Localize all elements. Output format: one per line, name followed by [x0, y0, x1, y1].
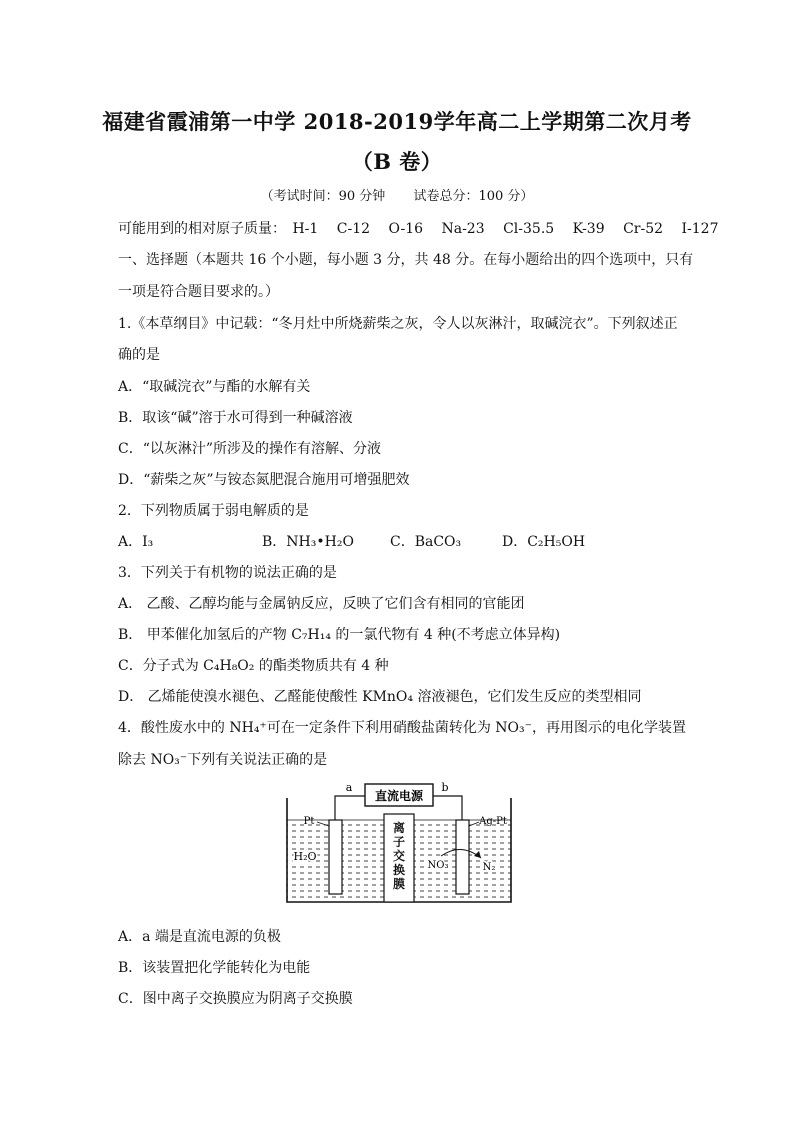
- q1-stem-cont: 确的是: [118, 347, 160, 363]
- section-heading-cont: 一项是符合题目要求的。）: [118, 284, 279, 300]
- water-label: H₂O: [293, 850, 317, 863]
- terminal-a-label: a: [345, 781, 353, 794]
- section-heading: 一、选择题（本题共 16 个小题，每小题 3 分，共 48 分。在每小题给出的四个选项中，只有: [118, 252, 694, 268]
- pt-label: Pt: [303, 816, 315, 827]
- nitrate-label: NO₃: [427, 860, 449, 871]
- q2-option-d: D．C₂H₅OH: [502, 534, 586, 550]
- wire-b: [433, 796, 462, 820]
- q3-option-d: D． 乙烯能使溴水褪色、乙醛能使酸性 KMnO₄ 溶液褪色，它们发生反应的类型相同: [118, 689, 642, 705]
- exam-title: 福建省霞浦第一中学 2018-2019学年高二上学期第二次月考: [102, 109, 692, 134]
- q1-option-c: C．“以灰淋汁”所涉及的操作有溶解、分液: [118, 441, 382, 457]
- atomic-mass-item: Cl-35.5: [503, 221, 555, 237]
- atomic-mass-item: I-127: [681, 221, 719, 237]
- power-supply-label: 直流电源: [374, 789, 424, 803]
- atomic-mass-item: H-1: [292, 221, 319, 237]
- q1-option-d: D．“薪柴之灰”与铵态氮肥混合施用可增强肥效: [118, 472, 410, 488]
- q3-option-c: C．分子式为 C₄H₈O₂ 的酯类物质共有 4 种: [118, 658, 389, 674]
- electrolysis-diagram: [283, 780, 515, 906]
- q1-option-a: A．“取碱浣衣”与酯的水解有关: [118, 379, 311, 395]
- ag-pt-label: Ag-Pt: [479, 816, 507, 827]
- wire-a: [335, 796, 365, 820]
- q4-option-c: C．图中离子交换膜应为阴离子交换膜: [118, 991, 353, 1007]
- atomic-mass-item: O-16: [388, 221, 424, 237]
- atomic-masses: [118, 218, 719, 238]
- q2-option-c: C．BaCO₃: [390, 534, 462, 550]
- q3-option-a: A． 乙酸、乙醇均能与金属钠反应，反映了它们含有相同的官能团: [118, 596, 525, 612]
- atomic-mass-item: Na-23: [441, 221, 485, 237]
- q3-option-b: B． 甲苯催化加氢后的产物 C₇H₁₄ 的一氯代物有 4 种(不考虑立体异构): [118, 627, 561, 643]
- atomic-mass-item: C-12: [336, 221, 371, 237]
- exam-total-score: 试卷总分：100 分）: [413, 189, 534, 204]
- q4-option-b: B．该装置把化学能转化为电能: [118, 960, 311, 976]
- q4-stem-cont: 除去 NO₃⁻下列有关说法正确的是: [118, 752, 328, 768]
- q2-option-b: B．NH₃•H₂O: [262, 534, 354, 550]
- q2-stem: 2．下列物质属于弱电解质的是: [118, 503, 309, 519]
- q1-option-b: B．取该“碱”溶于水可得到一种碱溶液: [118, 410, 353, 426]
- exam-time: （考试时间：90 分钟: [260, 189, 386, 204]
- exam-info: [0, 185, 794, 204]
- exam-volume-label: （B 卷）: [351, 149, 443, 174]
- pt-electrode: [329, 820, 342, 894]
- q3-stem: 3．下列关于有机物的说法正确的是: [118, 565, 337, 581]
- atomic-mass-item: Cr-52: [623, 221, 664, 237]
- q4-stem: 4．酸性废水中的 NH₄⁺可在一定条件下利用硝酸盐菌转化为 NO₃⁻，再用图示的电化学装置: [118, 720, 686, 736]
- ag-pt-electrode: [456, 820, 469, 894]
- atomic-mass-item: K-39: [572, 221, 605, 237]
- membrane-label-char: 膜: [392, 877, 406, 891]
- atomic-masses-label: 可能用到的相对原子质量：: [118, 221, 286, 237]
- q2-options: [118, 531, 688, 551]
- nitrogen-label: N₂: [482, 862, 496, 873]
- membrane-label-char: 子: [392, 835, 406, 849]
- terminal-b-label: b: [441, 781, 449, 794]
- membrane-label-char: 换: [392, 863, 406, 877]
- q2-option-a: A．I₃: [118, 534, 154, 550]
- q4-option-a: A．a 端是直流电源的负极: [118, 929, 281, 945]
- membrane-label-char: 交: [392, 849, 406, 863]
- membrane-label-char: 离: [392, 821, 406, 835]
- q1-stem: 1.《本草纲目》中记载：“冬月灶中所烧薪柴之灰，令人以灰淋汁，取碱浣衣”。下列叙述正: [118, 316, 678, 332]
